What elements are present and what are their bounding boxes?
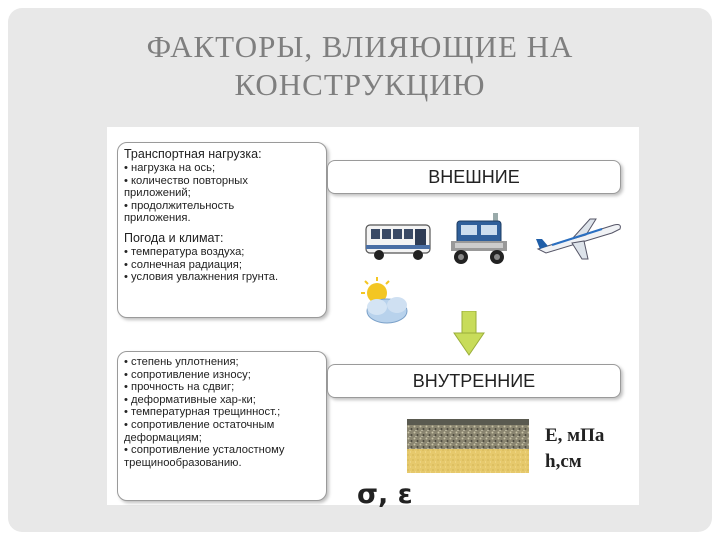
stress-strain-label: σ, ε	[357, 479, 413, 510]
parameter-e: E, мПа	[545, 425, 605, 446]
down-arrow-icon	[453, 311, 485, 357]
external-factors-box	[117, 142, 327, 318]
list-item: • сопротивление усталостному	[124, 444, 285, 457]
list-item: трещинообразованию.	[124, 456, 242, 469]
pavement-layer-icon	[407, 419, 529, 475]
list-item: • условия увлажнения грунта.	[124, 271, 279, 284]
weather-icon	[357, 275, 413, 327]
bus-icon	[363, 219, 435, 263]
list-item: приложения.	[124, 212, 191, 225]
list-item: • температурная трещинност.;	[124, 406, 281, 419]
climate-heading: Погода и климат:	[124, 230, 224, 245]
list-item: • солнечная радиация;	[124, 258, 242, 271]
parameter-h: h,см	[545, 451, 582, 472]
list-item: • степень уплотнения;	[124, 356, 239, 368]
airplane-icon	[532, 215, 624, 263]
internal-banner: ВНУТРЕННИЕ	[327, 364, 621, 398]
list-item: • сопротивление остаточным	[124, 418, 275, 431]
transport-heading: Транспортная нагрузка:	[124, 147, 262, 161]
list-item: • нагрузка на ось;	[124, 162, 216, 174]
title-line-1: ФАКТОРЫ, ВЛИЯЮЩИЕ НА	[146, 29, 574, 64]
list-item: • деформативные хар-ки;	[124, 393, 256, 406]
list-item: • прочность на сдвиг;	[124, 381, 235, 394]
external-factors-list	[118, 143, 326, 288]
external-banner: ВНЕШНИЕ	[327, 160, 621, 194]
internal-factors-box	[117, 351, 327, 501]
diagram-panel	[107, 127, 639, 510]
list-item: приложений;	[124, 187, 191, 200]
truck-icon	[443, 207, 521, 267]
title-line-2: КОНСТРУКЦИЮ	[234, 67, 486, 102]
list-item: деформациям;	[124, 431, 202, 444]
list-item: • количество повторных	[124, 174, 248, 187]
list-item: • сопротивление износу;	[124, 368, 251, 381]
list-item: • продолжительность	[124, 199, 235, 212]
internal-factors-list	[118, 352, 326, 473]
slide-title	[0, 28, 720, 104]
list-item: • температура воздуха;	[124, 245, 245, 258]
